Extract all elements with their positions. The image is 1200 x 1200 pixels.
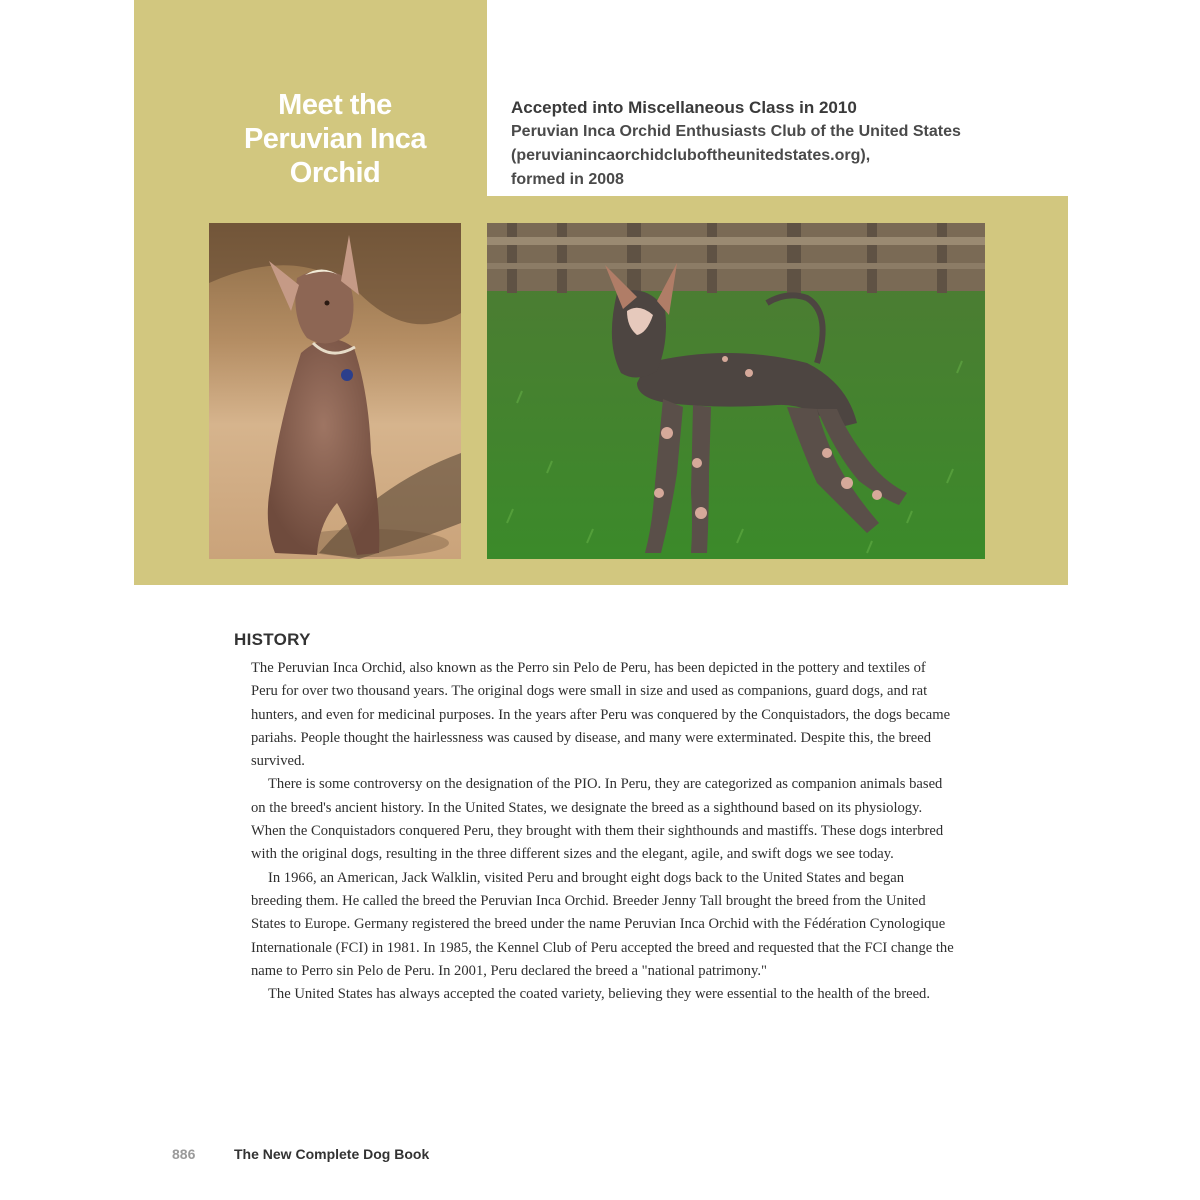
breed-title-line: Meet the	[278, 89, 392, 121]
breed-title-line: Orchid	[289, 157, 381, 189]
club-line: Peruvian Inca Orchid Enthusiasts Club of the United States	[511, 123, 961, 140]
breed-info	[511, 96, 1051, 192]
breed-title	[200, 88, 470, 190]
history-body	[251, 657, 956, 1006]
accepted-line: Accepted into Miscellaneous Class in 2010	[511, 98, 857, 117]
history-paragraph: There is some controversy on the designation of the PIO. In Peru, they are categorized as companion animals based on the breed's ancient history. In the United States, we designate the breed as a sighthound based on its physiology. When the Conquistadors conquered Peru, they brought with them their sighthounds and mastiffs. These dogs interbred with the original dogs, resulting in the three different sizes and the elegant, agile, and swift dogs we see today.	[251, 776, 944, 863]
history-paragraph: In 1966, an American, Jack Walklin, visited Peru and brought eight dogs back to the United States and began breeding them. He called the breed the Peruvian Inca Orchid. Breeder Jenny Tall brought the breed from the United States to Europe. Germany registered the breed under the name Peruvian Inca Orchid with the Fédération Cynologique Internationale (FCI) in 1981. In 1985, the Kennel Club of Peru accepted the breed and requested that the FCI change the name to Perro sin Pelo de Peru. In 2001, Peru declared the breed a "national patrimony."	[251, 869, 954, 979]
breed-title-line: Peruvian Inca	[243, 123, 427, 155]
book-title: The New Complete Dog Book	[234, 1146, 430, 1162]
history-paragraph: The United States has always accepted the coated variety, believing they were essential to the health of the breed.	[268, 986, 930, 1003]
sitting-hairless-dog-photo	[209, 223, 461, 559]
club-formed-line: formed in 2008	[511, 171, 624, 188]
standing-hairless-dog-photo	[487, 223, 985, 559]
history-heading: HISTORY	[234, 630, 311, 649]
history-paragraph: The Peruvian Inca Orchid, also known as the Perro sin Pelo de Peru, has been depicted in the pottery and textiles of Peru for over two thousand years. The original dogs were small in size and used as companions, guard dogs, and rat hunters, and even for medicinal purposes. In the years after Peru was conquered by the Conquistadors, the dogs became pariahs. People thought the hairlessness was caused by disease, and many were exterminated. Despite this, the breed survived.	[251, 660, 951, 770]
page-number: 886	[172, 1146, 196, 1162]
club-website-line: (peruvianincaorchidcluboftheunitedstates.org),	[511, 147, 871, 164]
